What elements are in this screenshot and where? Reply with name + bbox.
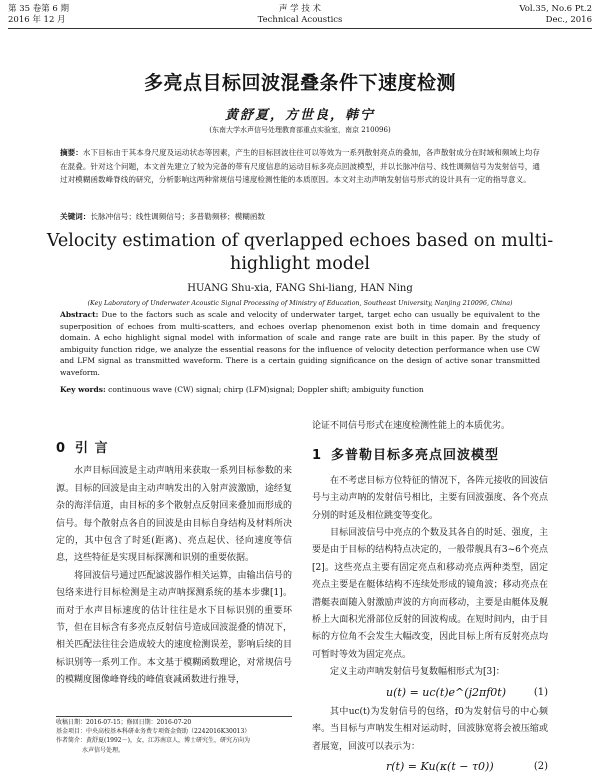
equation-2-number: (2): [533, 760, 548, 772]
affiliation-en: (Key Laboratory of Underwater Acoustic Signal Processing of Ministry of Education, Southeast University, Nanjing 210096, China): [87, 299, 513, 307]
keywords-en-text: continuous wave (CW) signal; chirp (LFM)signal; Doppler shift; ambiguity function: [108, 385, 424, 394]
journal-volume-cn: 第 35 卷第 6 期: [8, 4, 70, 14]
keywords-en: [60, 384, 540, 395]
model-paragraph-4: 其中uc(t)为发射信号的包络，f0为发射信号的中心频率。当目标与声呐发生相对运动时，回波脉宽将会被压缩或者展宽，回波可以表示为：: [312, 706, 548, 752]
header-right: [519, 4, 592, 26]
authors-en: HUANG Shu-xia, FANG Shi-liang, HAN Ning: [187, 283, 413, 294]
model-paragraph-3: 定义主动声呐发射信号复数幅相形式为[3]：: [330, 667, 505, 678]
right-column: [312, 418, 548, 778]
left-column: [56, 440, 292, 690]
equation-2-expr: r(t) = Ku(κ(t − τ0)): [386, 759, 494, 773]
journal-date-cn: 2016 年 12 月: [8, 15, 66, 25]
section-0-title: 引 言: [75, 441, 109, 456]
footnote-author-cont: 水声信号处理。: [82, 746, 125, 754]
abstract-en-label: Abstract:: [60, 310, 99, 319]
section-0-heading: [56, 440, 292, 457]
journal-name-en: Technical Acoustics: [257, 15, 343, 25]
journal-date-en: Dec., 2016: [545, 15, 592, 25]
abstract-cn: [60, 146, 540, 187]
authors-cn: 黄舒夏，方世良，韩宁: [224, 108, 375, 123]
model-paragraph-1: 在不考虑目标方位特征的情况下，各阵元接收的回波信号与主动声呐的发射信号相比，主要有回波强度、各个亮点分别的时延及相位跳变等变化。: [312, 475, 548, 521]
footnote-rule: [56, 716, 292, 717]
section-1-title: 多普勒目标多亮点回波模型: [331, 448, 500, 464]
intro-paragraph-1: 水声目标回波是主动声呐用来获取一系列目标参数的来源。目标的回波是由主动声呐发出的入射声波激励，途经复杂的海洋信道，由目标的多个散射点反射回来叠加而形成的信号。每个散射点各自的回波是由目标自身结构及材料所决定的，其中包含了时延(距离)、亮点起伏、径向速度等信息，这些特征是实现目标探测和识别的重要依据。: [56, 466, 292, 564]
header-center: [8, 4, 592, 26]
journal-volume-en: Vol.35, No.6 Pt.2: [519, 4, 592, 14]
abstract-en-text: Due to the factors such as scale and velocity of underwater target, target echo can usually be equivalent to the superposition of echoes from multi-scatters, and echoes overlap phenomenon exist both in time domain and frequency domain. A echo highlight signal model with information of scale and range rate are built in this paper. By the study of ambiguity function ridge, we analyze the essential reasons for the influence of velocity detection performance when use CW and LFM signal as transmitted waveform. There is a certain guiding significance on the design of active sonar transmitted waveform.: [60, 310, 540, 377]
footnotes: [56, 718, 292, 755]
intro-paragraph-2: 将回波信号通过匹配滤波器作相关运算，由输出信号的包络来进行目标检测是主动声呐探测系统的基本步骤[1]。而对于水声目标速度的估计往往是水下目标识别的重要环节，但在目标含有多亮点反射信号造成回波混叠的情况下，相关匹配法往往会造成较大的速度检测误差，影响后续的目标识别等一系列工作。本文基于模糊函数理论，对常规信号的模糊度图像峰脊线的峰值衰减函数进行推导，: [56, 570, 292, 686]
footnote-author: 作者简介：黄舒夏(1992－)，女，江苏南京人，博士研究生，研究方向为: [56, 737, 250, 745]
keywords-en-label: Key words:: [60, 385, 106, 394]
equation-1-number: (1): [533, 686, 548, 698]
section-0-number: 0: [56, 441, 66, 456]
abstract-cn-label: 摘要：: [60, 148, 83, 157]
section-1-number: 1: [312, 448, 322, 464]
equation-1: [312, 682, 548, 704]
abstract-en: [60, 309, 540, 379]
keywords-cn-text: 长脉冲信号；线性调频信号；多普勒频移；模糊函数: [90, 212, 266, 221]
running-header: [8, 2, 592, 29]
intro-paragraph-end: 论证不同信号形式在速度检测性能上的本质优劣。: [312, 421, 511, 431]
journal-name-cn: 声 学 技 术: [278, 4, 322, 14]
equation-1-expr: u(t) = uc(t)e^(j2πf0t): [386, 685, 506, 699]
paper-title-en: Velocity estimation of qverlapped echoes based on multi-highlight model: [46, 231, 554, 274]
footnote-funding: 基金项目：中央高校基本科研业务费专项资金资助（2242016K30013）: [56, 728, 251, 736]
paper-title-cn: 多亮点目标回波混叠条件下速度检测: [143, 72, 456, 94]
keywords-cn: [60, 210, 540, 223]
footnote-received: 收稿日期：2016-07-15；修回日期：2016-07-20: [56, 719, 192, 726]
affiliation-cn: (东南大学水声信号处理教育部重点实验室，南京 210096): [209, 126, 391, 134]
model-paragraph-2: 目标回波信号中亮点的个数及其各自的时延、强度，主要是由于目标的结构特点决定的，一般带舰具有3~6个亮点[2]。这些亮点主要有固定亮点和移动亮点两种类型，固定亮点主要是在艇体结构不连续处形成的镜角波；移动亮点在潜艇表面随入射激励声波的方向而移动，主要是由艇体及舰桥上大面积光滑部位反射的回波构成。在短时间内，由于目标的方位角不会发生大幅改变，因此目标上所有反射亮点均可暂时等效为固定亮点。: [312, 528, 548, 660]
section-1-heading: [312, 447, 548, 464]
abstract-cn-text: 水下目标由于其本身尺度及运动状态等因素，产生的目标回波往往可以等效为一系列散射亮点的叠加，各声散射成分在时域和频域上均存在混叠。针对这个问题，本文首先建立了较为完备的带有尺度信息的运动目标多亮点回波模型，并以长脉冲信号、线性调频信号为发射信号，通过对模糊函数峰脊线的研究，分析影响这两种常规信号速度检测性能的本质原因。本文对主动声呐发射信号形式的设计具有一定的指导意义。: [60, 148, 540, 184]
equation-2: [312, 756, 548, 778]
keywords-cn-label: 关键词：: [60, 212, 91, 221]
